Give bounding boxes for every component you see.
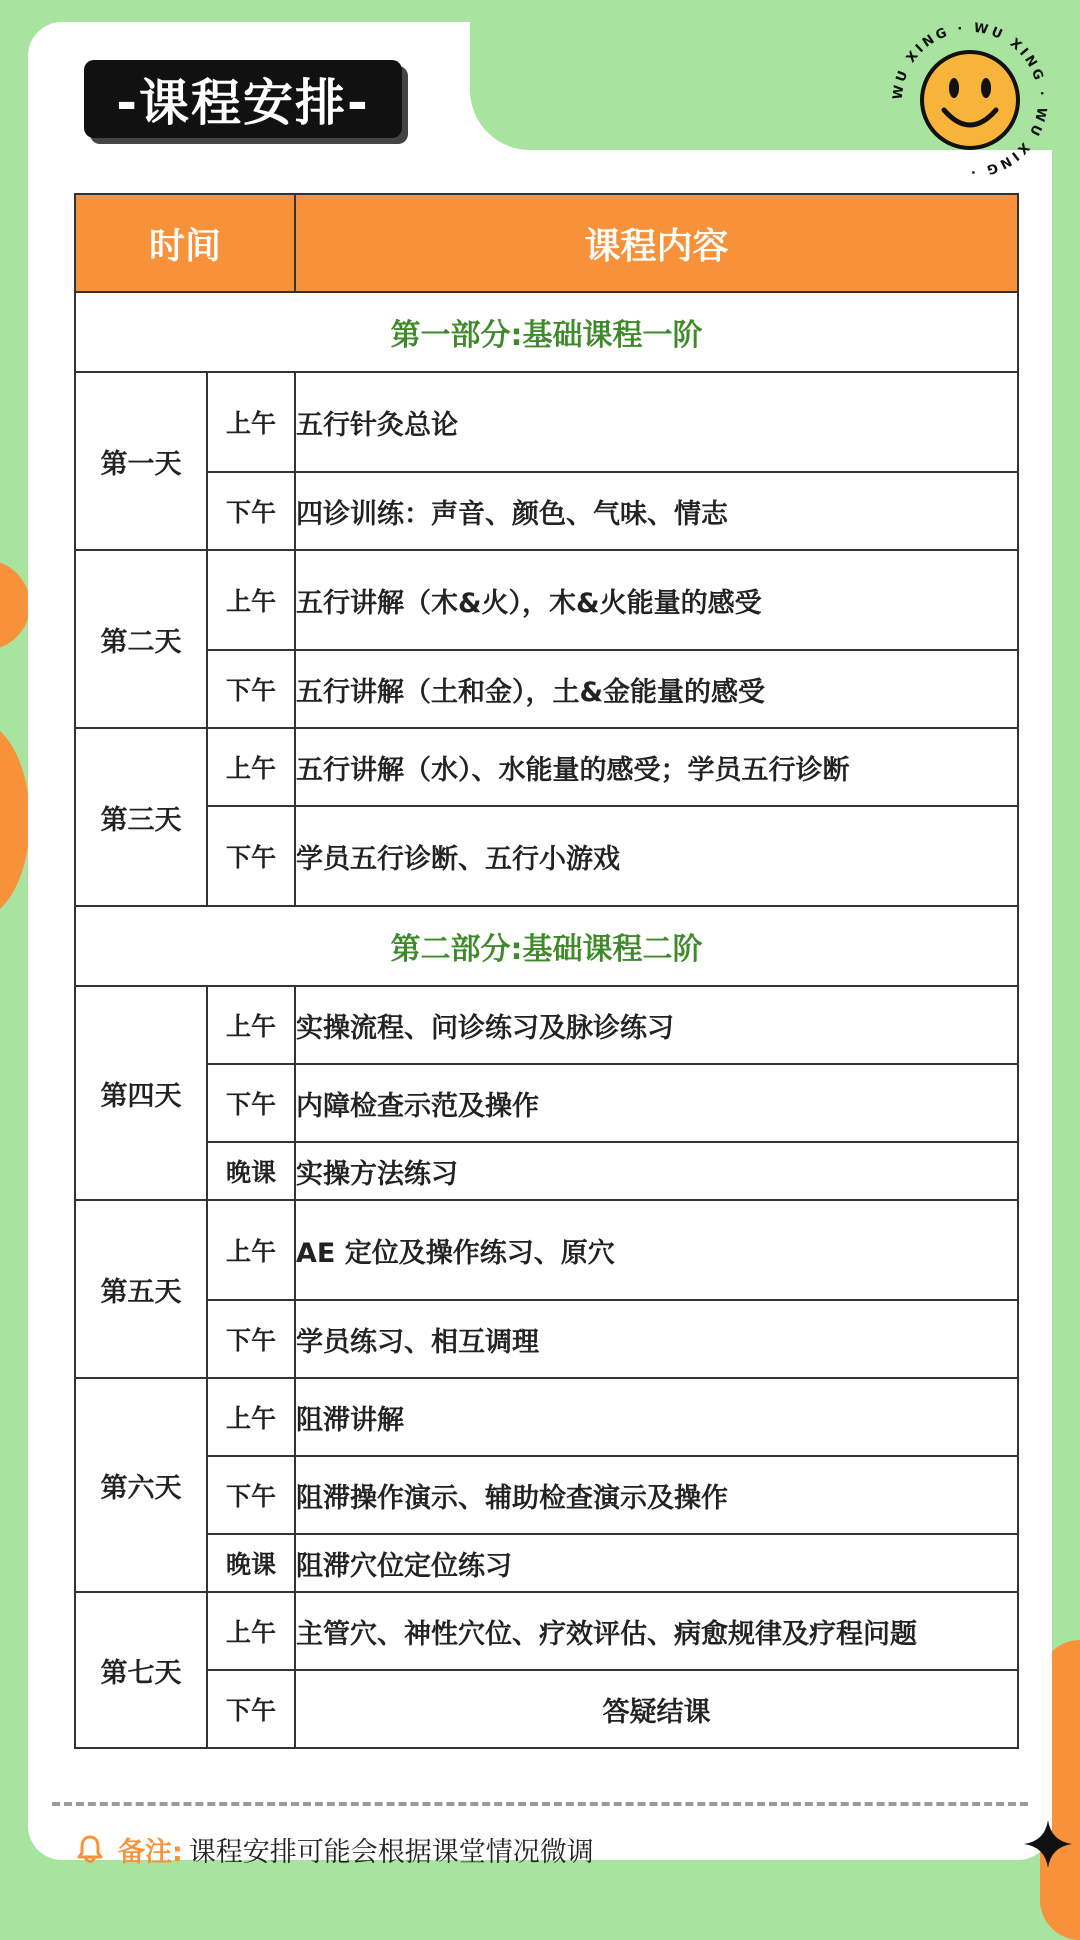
period-label: 下午 <box>207 650 295 728</box>
session-content: 实操方法练习 <box>295 1142 1018 1200</box>
period-label: 上午 <box>207 372 295 472</box>
period-label: 下午 <box>207 1456 295 1534</box>
day-label: 第二天 <box>75 550 207 728</box>
table-row <box>75 1064 1018 1142</box>
note-text: 课程安排可能会根据课堂情况微调 <box>188 1836 594 1868</box>
period-label: 下午 <box>207 1670 295 1748</box>
session-content: 阻滞讲解 <box>295 1378 1018 1456</box>
period-label: 上午 <box>207 1200 295 1300</box>
period-label: 上午 <box>207 728 295 806</box>
session-content: AE 定位及操作练习、原穴 <box>295 1200 1018 1300</box>
note-label: 备注: <box>118 1836 183 1868</box>
bell-icon <box>74 1833 106 1865</box>
period-label: 晚课 <box>207 1534 295 1592</box>
table-row <box>75 1456 1018 1534</box>
period-label: 上午 <box>207 550 295 650</box>
period-label: 上午 <box>207 1592 295 1670</box>
section-row <box>75 292 1018 372</box>
table-row <box>75 472 1018 550</box>
period-label: 下午 <box>207 1300 295 1378</box>
period-label: 下午 <box>207 1064 295 1142</box>
period-label: 上午 <box>207 1378 295 1456</box>
table-row <box>75 1142 1018 1200</box>
period-label: 晚课 <box>207 1142 295 1200</box>
table-row <box>75 1534 1018 1592</box>
session-content: 五行讲解（木&火），木&火能量的感受 <box>295 550 1018 650</box>
day-label: 第六天 <box>75 1378 207 1592</box>
header-content: 课程内容 <box>295 194 1018 292</box>
table-row <box>75 550 1018 650</box>
table-row <box>75 1378 1018 1456</box>
divider <box>52 1802 1028 1806</box>
table-row <box>75 1300 1018 1378</box>
table-row <box>75 806 1018 906</box>
period-label: 上午 <box>207 986 295 1064</box>
table-row <box>75 650 1018 728</box>
day-label: 第三天 <box>75 728 207 906</box>
session-content: 学员五行诊断、五行小游戏 <box>295 806 1018 906</box>
session-content: 答疑结课 <box>295 1670 1018 1748</box>
section-row <box>75 906 1018 986</box>
section-title-1: 第一部分:基础课程一阶 <box>75 292 1018 372</box>
footnote <box>74 1826 594 1872</box>
sparkle-icon <box>1022 1818 1074 1870</box>
page-title: -课程安排- <box>84 60 402 138</box>
table-row <box>75 1200 1018 1300</box>
period-label: 下午 <box>207 806 295 906</box>
table-row <box>75 728 1018 806</box>
day-label: 第一天 <box>75 372 207 550</box>
session-content: 学员练习、相互调理 <box>295 1300 1018 1378</box>
session-content: 阻滞操作演示、辅助检查演示及操作 <box>295 1456 1018 1534</box>
table-row <box>75 1670 1018 1748</box>
session-content: 实操流程、问诊练习及脉诊练习 <box>295 986 1018 1064</box>
session-content: 内障检查示范及操作 <box>295 1064 1018 1142</box>
table-row <box>75 986 1018 1064</box>
session-content: 四诊训练：声音、颜色、气味、情志 <box>295 472 1018 550</box>
session-content: 五行针灸总论 <box>295 372 1018 472</box>
schedule-table <box>74 193 1019 1749</box>
table-header-row <box>75 194 1018 292</box>
session-content: 五行讲解（水）、水能量的感受；学员五行诊断 <box>295 728 1018 806</box>
period-label: 下午 <box>207 472 295 550</box>
orange-blob-left-mid <box>0 720 30 920</box>
table-row <box>75 1592 1018 1670</box>
header-time: 时间 <box>75 194 295 292</box>
table-row <box>75 372 1018 472</box>
day-label: 第四天 <box>75 986 207 1200</box>
day-label: 第五天 <box>75 1200 207 1378</box>
session-content: 阻滞穴位定位练习 <box>295 1534 1018 1592</box>
smiley-logo-icon <box>890 20 1050 180</box>
session-content: 主管穴、神性穴位、疗效评估、病愈规律及疗程问题 <box>295 1592 1018 1670</box>
svg-text:WU XING · WU XING · WU XING ·: WU XING · WU XING · WU XING · <box>890 20 1050 180</box>
orange-blob-left-top <box>0 560 30 650</box>
day-label: 第七天 <box>75 1592 207 1748</box>
section-title-2: 第二部分:基础课程二阶 <box>75 906 1018 986</box>
session-content: 五行讲解（土和金），土&金能量的感受 <box>295 650 1018 728</box>
